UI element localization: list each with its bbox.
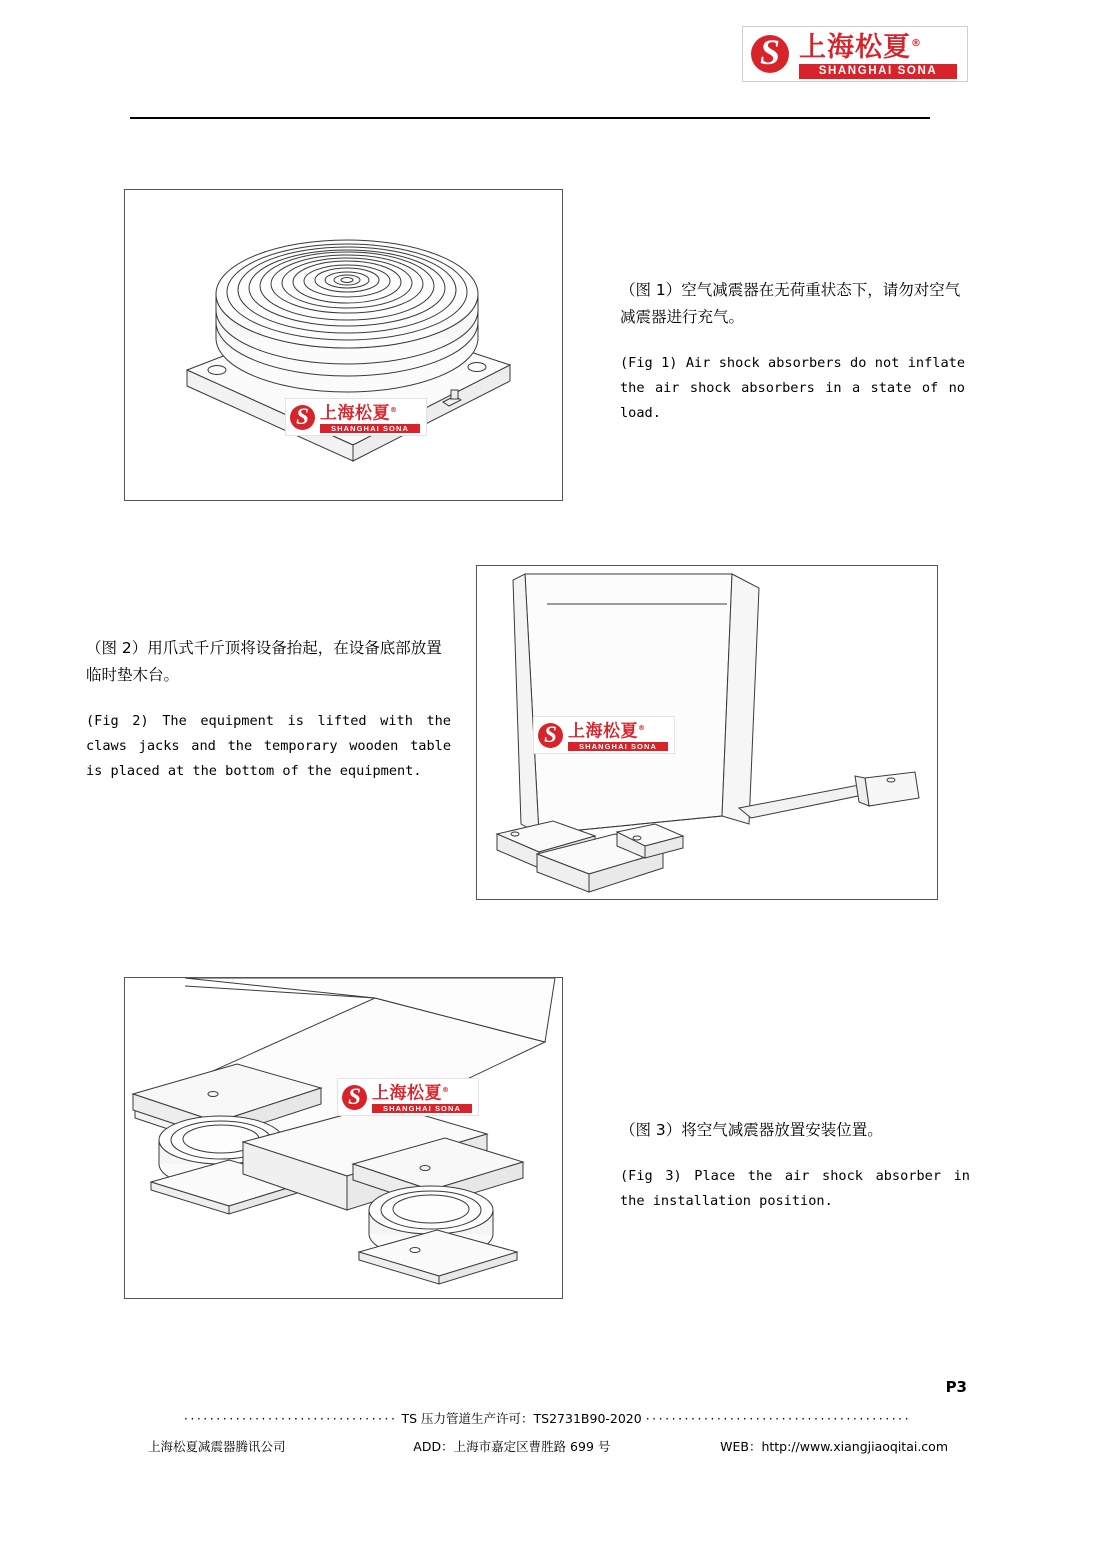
header-divider (130, 117, 930, 119)
figure-3-caption (620, 1117, 970, 1214)
badge-name-cn: 上海松夏 (320, 403, 390, 424)
page-number: P3 (945, 1378, 967, 1396)
badge-name-cn: 上海松夏 (568, 721, 638, 742)
sona-s-logo-icon: S (745, 28, 797, 80)
footer-website[interactable]: WEB：http://www.xiangjiaoqitai.com (720, 1439, 948, 1454)
badge-name-cn: 上海松夏 (372, 1083, 442, 1104)
footer-dots-left: ································· (183, 1411, 398, 1426)
company-logo (742, 26, 968, 82)
figure-1-brand-badge (285, 398, 427, 436)
footer-dots-right: ········································· (645, 1411, 912, 1426)
figure-2-caption-en: (Fig 2) The equipment is lifted with the claws jacks and the temporary wooden table is placed at the bottom of the equipment. (86, 713, 451, 779)
sona-s-logo-icon: S (534, 718, 568, 752)
badge-name-en: SHANGHAI SONA (372, 1104, 472, 1113)
registered-trademark-icon: ® (390, 405, 398, 414)
figure-2-brand-badge (533, 716, 675, 754)
footer-contact-line (148, 1437, 948, 1455)
figure-1-caption (620, 277, 965, 426)
badge-name-en: SHANGHAI SONA (320, 424, 420, 433)
badge-name-en: SHANGHAI SONA (568, 742, 668, 751)
footer-company: 上海松夏减震器腾讯公司 (148, 1439, 286, 1454)
footer-address: ADD：上海市嘉定区曹胜路 699 号 (413, 1439, 611, 1454)
figure-2-image (476, 565, 938, 900)
figure-3-caption-cn: （图 3）将空气减震器放置安装位置。 (620, 1121, 883, 1139)
figure-2-caption-cn: （图 2）用爪式千斤顶将设备抬起，在设备底部放置临时垫木台。 (86, 639, 442, 684)
figure-3-image (124, 977, 563, 1299)
logo-name-en: SHANGHAI SONA (799, 64, 957, 79)
figure-2-caption (86, 635, 451, 784)
figure-3-caption-en: (Fig 3) Place the air shock absorber in the installation position. (620, 1168, 970, 1209)
footer-license-line (0, 1409, 1095, 1427)
logo-name-cn: 上海松夏 (799, 32, 911, 63)
figure-1-image (124, 189, 563, 501)
registered-trademark-icon: ® (638, 723, 646, 732)
figure-1-caption-cn: （图 1）空气减震器在无荷重状态下，请勿对空气减震器进行充气。 (620, 281, 961, 326)
registered-trademark-icon: ® (442, 1085, 450, 1094)
footer-license-text: TS 压力管道生产许可：TS2731B90-2020 (401, 1411, 642, 1426)
figure-3-brand-badge (337, 1078, 479, 1116)
figure-1-caption-en: (Fig 1) Air shock absorbers do not inflate the air shock absorbers in a state of no load. (620, 355, 965, 421)
sona-s-logo-icon: S (286, 400, 320, 434)
sona-s-logo-icon: S (338, 1080, 372, 1114)
registered-trademark-icon: ® (911, 38, 922, 49)
logo-text (797, 29, 967, 79)
